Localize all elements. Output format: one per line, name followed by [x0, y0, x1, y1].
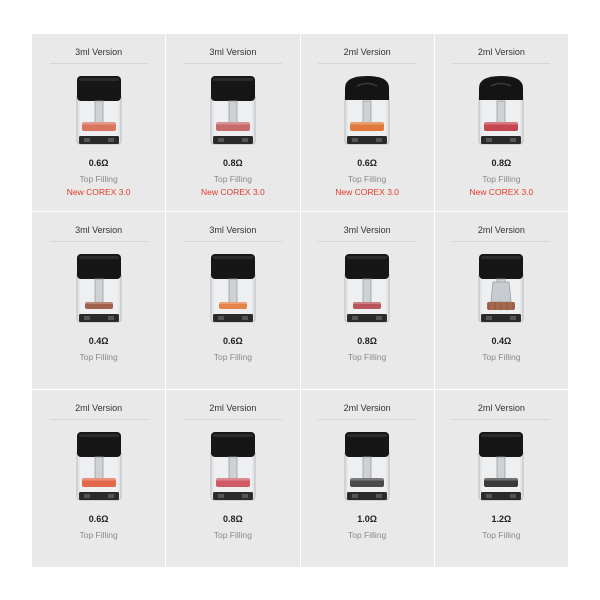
divider [184, 63, 282, 64]
divider [452, 241, 550, 242]
version-label: 2ml Version [477, 225, 525, 235]
pod-card [435, 390, 568, 567]
pod-cartridge-image [477, 430, 525, 506]
version-label: 2ml Version [477, 403, 525, 413]
version-label: 3ml Version [75, 225, 123, 235]
filling-label: Top Filling [213, 174, 253, 184]
pod-cartridge-image [343, 252, 391, 328]
divider [184, 419, 282, 420]
divider [50, 63, 148, 64]
filling-label: Top Filling [347, 174, 387, 184]
pod-card [166, 34, 299, 211]
version-label: 3ml Version [209, 225, 257, 235]
version-label: 3ml Version [343, 225, 391, 235]
corex-label: New COREX 3.0 [200, 187, 265, 197]
resistance-label: 0.8Ω [491, 158, 512, 168]
resistance-label: 0.6Ω [88, 514, 109, 524]
filling-label: Top Filling [482, 352, 521, 362]
filling-label: Top Filling [482, 174, 521, 184]
filling-label: Top Filling [347, 530, 387, 540]
divider [452, 63, 550, 64]
pod-cartridge-image [343, 430, 391, 506]
filling-label: Top Filling [347, 352, 387, 362]
pod-grid [32, 34, 568, 567]
resistance-label: 0.8Ω [223, 158, 243, 168]
resistance-label: 0.4Ω [491, 336, 512, 346]
version-label: 2ml Version [343, 403, 391, 413]
pod-cartridge-image [75, 252, 123, 328]
pod-cartridge-image [209, 74, 257, 150]
pod-cartridge-image [75, 74, 123, 150]
filling-label: Top Filling [79, 352, 118, 362]
version-label: 2ml Version [343, 47, 391, 57]
divider [318, 419, 416, 420]
filling-label: Top Filling [213, 530, 253, 540]
version-label: 3ml Version [75, 47, 123, 57]
resistance-label: 0.6Ω [357, 158, 377, 168]
version-label: 2ml Version [209, 403, 257, 413]
divider [184, 241, 282, 242]
pod-card [435, 34, 568, 211]
version-label: 2ml Version [477, 47, 525, 57]
pod-cartridge-image [343, 74, 391, 150]
pod-cartridge-image [75, 430, 123, 506]
corex-label: New COREX 3.0 [469, 187, 534, 197]
pod-card [166, 390, 299, 567]
corex-label: New COREX 3.0 [335, 187, 400, 197]
pod-card [301, 390, 434, 567]
version-label: 2ml Version [75, 403, 123, 413]
pod-cartridge-image [209, 430, 257, 506]
divider [50, 241, 148, 242]
resistance-label: 0.8Ω [223, 514, 243, 524]
filling-label: Top Filling [79, 530, 118, 540]
pod-cartridge-image [209, 252, 257, 328]
divider [50, 419, 148, 420]
pod-cartridge-image [477, 252, 525, 328]
divider [318, 241, 416, 242]
filling-label: Top Filling [482, 530, 521, 540]
filling-label: Top Filling [213, 352, 253, 362]
resistance-label: 0.8Ω [357, 336, 377, 346]
resistance-label: 1.2Ω [491, 514, 512, 524]
pod-card [435, 212, 568, 389]
divider [318, 63, 416, 64]
pod-card [32, 212, 165, 389]
resistance-label: 0.6Ω [223, 336, 243, 346]
version-label: 3ml Version [209, 47, 257, 57]
pod-card [166, 212, 299, 389]
filling-label: Top Filling [79, 174, 118, 184]
pod-card [32, 390, 165, 567]
pod-card [32, 34, 165, 211]
pod-card [301, 212, 434, 389]
resistance-label: 1.0Ω [357, 514, 377, 524]
corex-label: New COREX 3.0 [66, 187, 131, 197]
pod-cartridge-image [477, 74, 525, 150]
divider [452, 419, 550, 420]
resistance-label: 0.4Ω [88, 336, 109, 346]
pod-card [301, 34, 434, 211]
resistance-label: 0.6Ω [88, 158, 109, 168]
